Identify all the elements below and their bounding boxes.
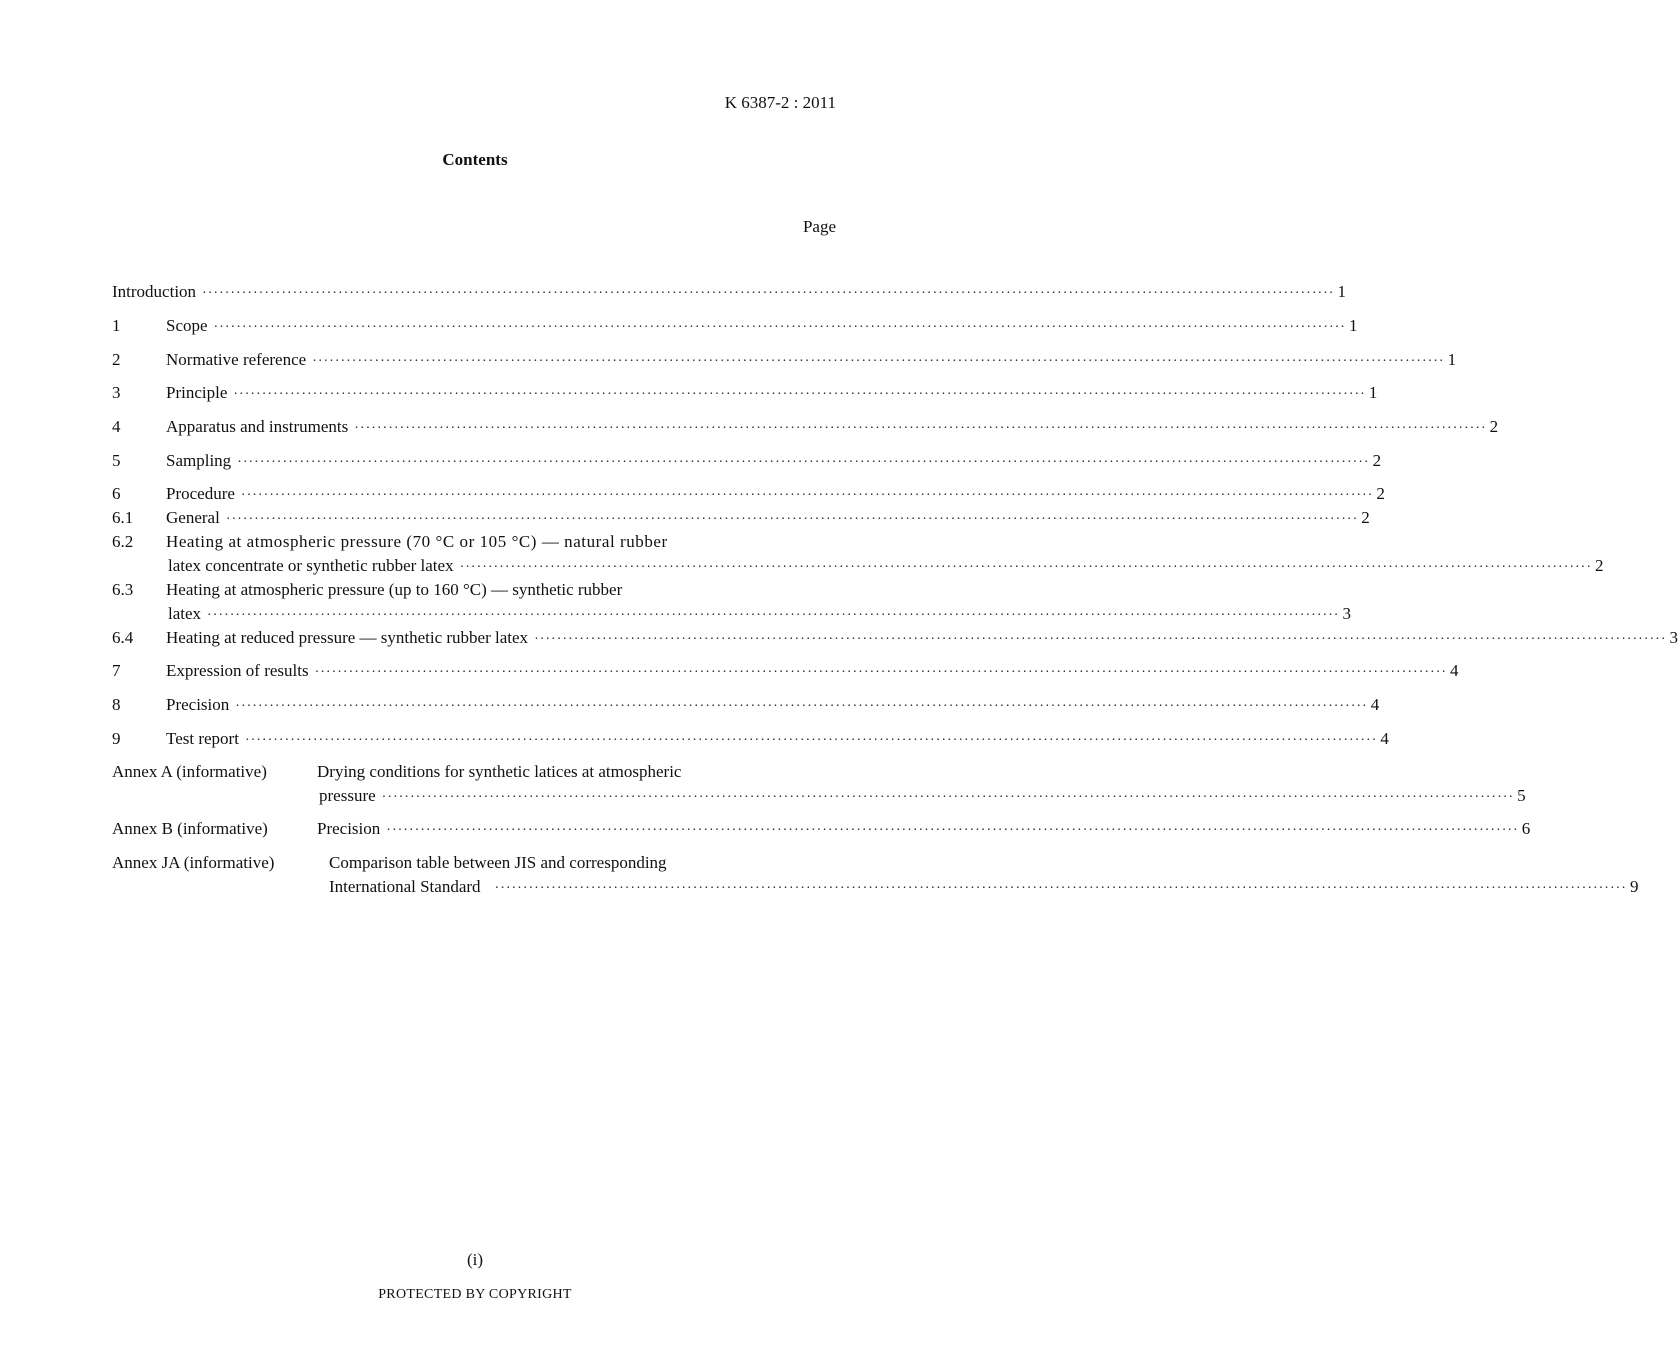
toc-entry-heating-160[interactable]: [112, 579, 818, 601]
leader-dots: ········································································································································································································: [312, 354, 1445, 369]
toc-page-number: 3: [1342, 604, 1351, 623]
toc-entry-annex-ja-cont[interactable]: [112, 876, 1639, 898]
annex-label: Annex B (informative): [112, 819, 268, 838]
toc-entry-label-line2: latex concentrate or synthetic rubber latex: [168, 556, 454, 575]
section-number: 6.4: [112, 628, 134, 647]
section-number: 6.2: [112, 532, 134, 551]
leader-dots: ········································································································································································································: [240, 488, 1374, 503]
toc-entry-procedure[interactable]: [112, 483, 1385, 505]
toc-entry-label-line2: pressure: [319, 786, 376, 805]
section-number: 4: [112, 417, 121, 436]
toc-entry-label: Introduction: [112, 282, 197, 301]
toc-page-number: 1: [1337, 282, 1346, 301]
section-number: 8: [112, 695, 121, 714]
toc-entry-general[interactable]: [112, 507, 1370, 529]
leader-dots: ········································································································································································································: [202, 286, 1335, 301]
leader-dots: ········································································································································································································: [207, 608, 1340, 623]
toc-entry-label: Precision: [317, 819, 381, 838]
toc-entry-annex-ja[interactable]: [112, 852, 818, 874]
leader-dots: ········································································································································································································: [225, 512, 1359, 527]
section-number: 6.3: [112, 580, 134, 599]
toc-entry-introduction[interactable]: [112, 281, 1346, 303]
toc-entry-label-line2: latex: [168, 604, 202, 623]
section-number: 1: [112, 316, 121, 335]
toc-entry-annex-a-cont[interactable]: [112, 785, 1526, 807]
toc-page-number: 2: [1595, 556, 1604, 575]
toc-page-number: 2: [1376, 484, 1385, 503]
copyright-notice: PROTECTED BY COPYRIGHT: [378, 1287, 572, 1302]
toc-entry-label: Test report: [166, 729, 239, 748]
leader-dots: ········································································································································································································: [354, 421, 1487, 436]
toc-entry-label: Expression of results: [166, 661, 309, 680]
toc-entry-label: Precision: [166, 695, 230, 714]
toc-entry-heating-reduced[interactable]: [112, 627, 1678, 649]
toc-page-number: 3: [1669, 628, 1678, 647]
document-id: K 6387-2 : 2011: [724, 93, 836, 112]
leader-dots: ········································································································································································································: [244, 733, 1378, 748]
toc-entry-label: Procedure: [166, 484, 235, 503]
section-number: 7: [112, 661, 121, 680]
toc-entry-heating-atmospheric[interactable]: [112, 531, 818, 553]
toc-page-number: 9: [1629, 877, 1639, 896]
section-number: 2: [112, 350, 121, 369]
toc-entry-label: Sampling: [166, 451, 232, 470]
toc-entry-principle[interactable]: [112, 382, 1378, 404]
toc-entry-label: Principle: [166, 383, 228, 402]
leader-dots: ········································································································································································································: [381, 790, 1515, 805]
leader-dots: ········································································································································································································: [314, 665, 1448, 680]
leader-dots: ········································································································································································································: [386, 823, 1519, 838]
toc-entry-label-line1: Heating at atmospheric pressure (70 °C or 105 °C) — natural rubber: [166, 532, 668, 551]
annex-label: Annex JA (informative): [112, 853, 275, 872]
toc-entry-expression[interactable]: [112, 660, 1459, 682]
section-number: 3: [112, 383, 121, 402]
toc-entry-sampling[interactable]: [112, 450, 1382, 472]
toc-page-number: 5: [1517, 786, 1526, 805]
toc-entry-heating-atmospheric-cont[interactable]: [112, 555, 1604, 577]
toc-entry-normative-reference[interactable]: [112, 349, 1457, 371]
toc-page-number: 2: [1361, 508, 1370, 527]
toc-entry-test-report[interactable]: [112, 728, 1389, 750]
section-number: 5: [112, 451, 121, 470]
toc-entry-label: Heating at reduced pressure — synthetic rubber latex: [166, 628, 529, 647]
page-column-header: Page: [802, 217, 836, 236]
toc-entry-label: Normative reference: [166, 350, 307, 369]
toc-page-number: 4: [1370, 695, 1380, 714]
leader-dots: ········································································································································································································: [237, 455, 1370, 470]
toc-entry-scope[interactable]: [112, 315, 1358, 337]
toc-entry-apparatus[interactable]: [112, 416, 1499, 438]
toc-entry-label: Scope: [166, 316, 208, 335]
toc-entry-label-line1: Heating at atmospheric pressure (up to 160 °C) — synthetic rubber: [166, 580, 623, 599]
toc-page-number: 2: [1489, 417, 1499, 436]
section-number: 6: [112, 484, 121, 503]
toc-entry-label-line1: Drying conditions for synthetic latices at atmospheric: [317, 762, 682, 781]
toc-page-number: 4: [1450, 661, 1459, 680]
toc-entry-label: General: [166, 508, 220, 527]
leader-dots: ········································································································································································································: [235, 699, 1368, 714]
toc-entry-annex-a[interactable]: [112, 761, 818, 783]
section-number: 6.1: [112, 508, 134, 527]
section-number: 9: [112, 729, 121, 748]
toc-entry-label-line2: International Standard: [329, 877, 481, 896]
toc-entry-annex-b[interactable]: [112, 818, 1531, 840]
leader-dots: ········································································································································································································: [213, 320, 1346, 335]
toc-page-number: 2: [1372, 451, 1382, 470]
toc-page-number: 1: [1348, 316, 1358, 335]
annex-label: Annex A (informative): [112, 762, 267, 781]
toc-page-number: 6: [1521, 819, 1531, 838]
leader-dots: ········································································································································································································: [459, 560, 1592, 575]
leader-dots: ········································································································································································································: [534, 632, 1667, 647]
toc-page-number: 1: [1368, 383, 1378, 402]
page-title: Contents: [442, 150, 508, 169]
toc-page-number: 1: [1447, 350, 1457, 369]
toc-entry-precision[interactable]: [112, 694, 1380, 716]
toc-entry-label: Apparatus and instruments: [166, 417, 349, 436]
toc-entry-heating-160-cont[interactable]: [112, 603, 1351, 625]
toc-page-number: 4: [1380, 729, 1389, 748]
footer-page-number: (i): [466, 1250, 484, 1269]
toc-entry-label-line1: Comparison table between JIS and corresponding: [329, 853, 667, 872]
leader-dots: ········································································································································································································: [494, 881, 1627, 896]
leader-dots: ········································································································································································································: [233, 387, 1366, 402]
